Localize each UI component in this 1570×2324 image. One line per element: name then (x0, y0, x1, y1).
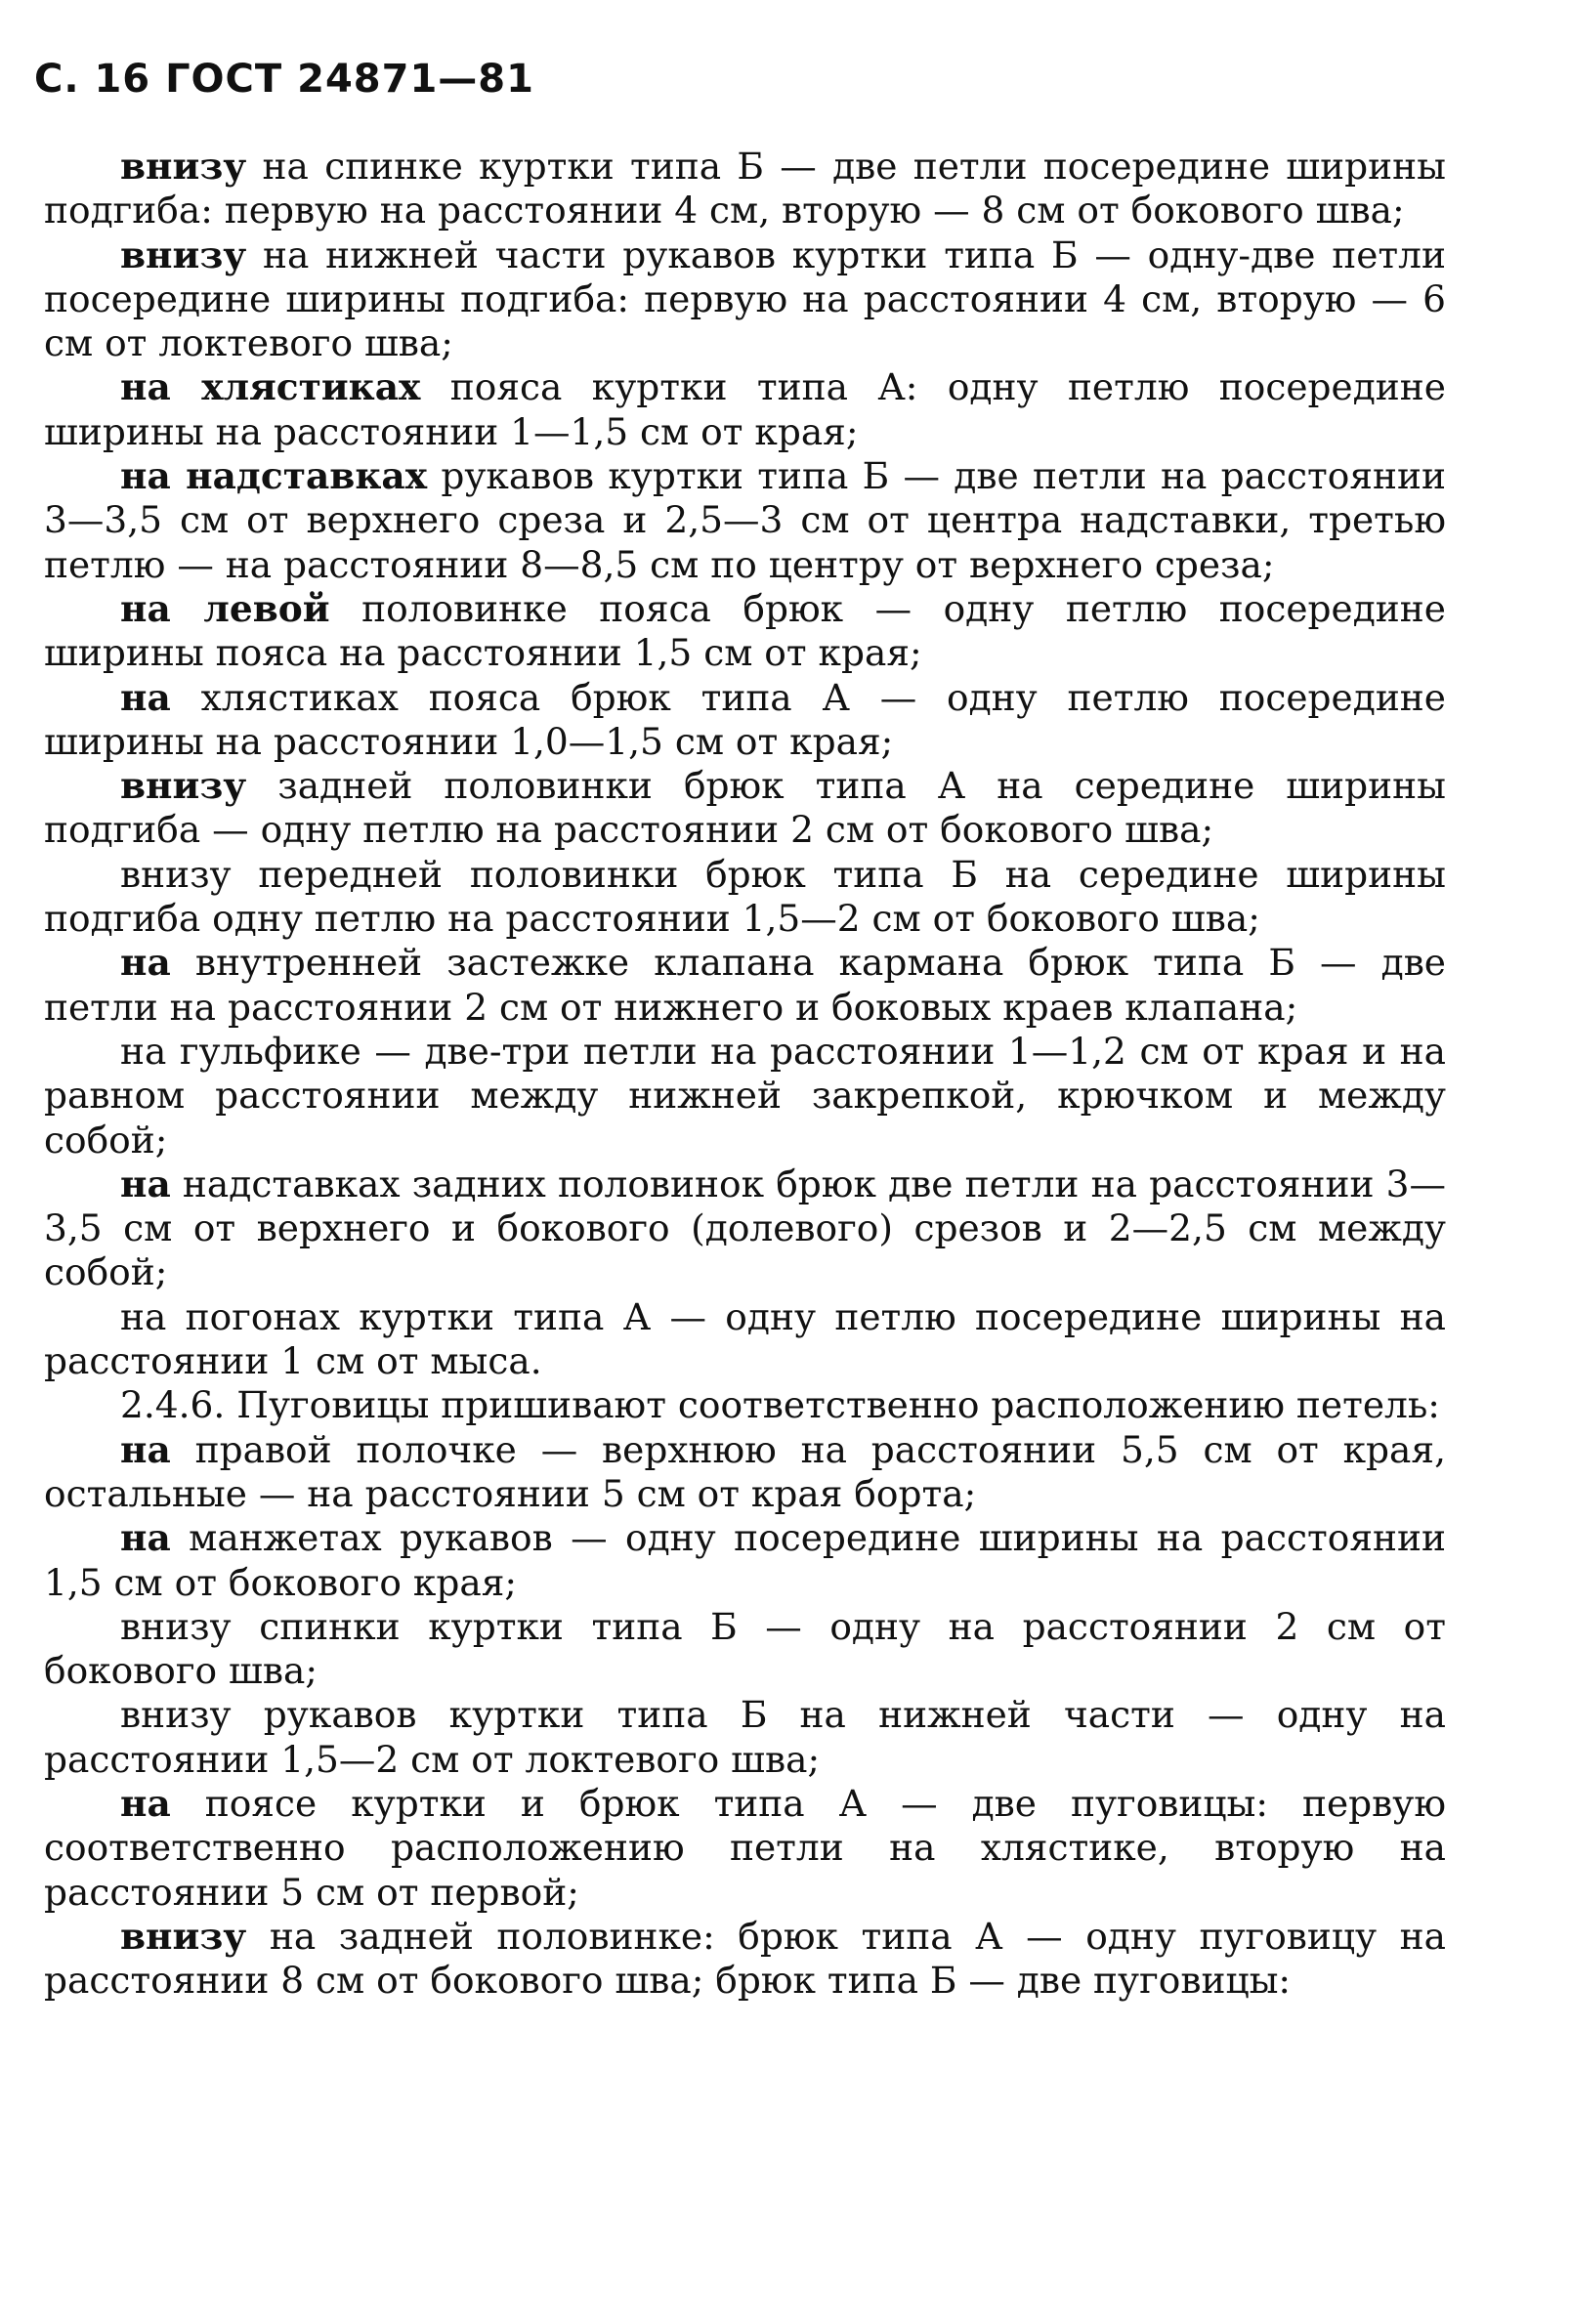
paragraph-lead: внизу (120, 145, 247, 188)
paragraph-1 (44, 145, 1446, 233)
paragraph-text: на спинке куртки типа Б — две петли посередине ширины подгиба: первую на расстоянии 4 см, вторую — 8 см от бокового шва; (44, 145, 1446, 232)
paragraph-19 (44, 1915, 1446, 2004)
paragraph-4 (44, 454, 1446, 587)
paragraph-lead: на (120, 1427, 171, 1471)
document-body (44, 145, 1446, 2003)
paragraph-lead: на левой (120, 586, 330, 630)
paragraph-lead: на надставках (120, 454, 428, 498)
paragraph-14 (44, 1428, 1446, 1517)
paragraph-5 (44, 587, 1446, 676)
paragraph-lead: на (120, 1162, 171, 1205)
paragraph-text: половинке пояса брюк — одну петлю посередине ширины пояса на расстоянии 1,5 см от края; (44, 586, 1446, 675)
paragraph-lead: на хлястиках (120, 365, 421, 409)
paragraph-lead: внизу (120, 1914, 247, 1958)
paragraph-text: рукавов куртки типа Б — две петли на расстоянии 3—3,5 см от верхнего среза и 2,5—3 см от центра надставки, третью петлю — на расстоянии 8—8,5 см по центру от верхнего среза; (44, 454, 1446, 586)
paragraph-text: манжетах рукавов — одну посередине ширины на расстоянии 1,5 см от бокового края; (44, 1516, 1446, 1604)
paragraph-10 (44, 1030, 1446, 1162)
paragraph-8 (44, 853, 1446, 942)
paragraph-9 (44, 941, 1446, 1030)
paragraph-text: задней половинки брюк типа А на середине ширины подгиба — одну петлю на расстоянии 2 см от бокового шва; (44, 764, 1446, 852)
paragraph-lead: на (120, 941, 171, 985)
paragraph-text: хлястиках пояса брюк типа А — одну петлю посередине ширины на расстоянии 1,0—1,5 см от края; (44, 675, 1446, 763)
paragraph-text: внизу рукавов куртки типа Б на нижней части — одну на расстоянии 1,5—2 см от локтевого шва; (44, 1693, 1446, 1781)
paragraph-text: внизу спинки куртки типа Б — одну на расстоянии 2 см от бокового шва; (44, 1604, 1446, 1693)
paragraph-text: правой полочке — верхнюю на расстоянии 5,5 см от края, остальные — на расстоянии 5 см от края борта; (44, 1427, 1446, 1515)
paragraph-2 (44, 233, 1446, 366)
paragraph-text: поясе куртки и брюк типа А — две пуговицы: первую соответственно расположению петли на хлястике, вторую на расстоянии 5 см от первой; (44, 1781, 1446, 1914)
paragraph-15 (44, 1516, 1446, 1605)
paragraph-3 (44, 365, 1446, 454)
paragraph-text: на погонах куртки типа А — одну петлю посередине ширины на расстоянии 1 см от мыса. (44, 1294, 1446, 1383)
paragraph-13 (44, 1383, 1446, 1427)
paragraph-17 (44, 1693, 1446, 1782)
page-header: С. 16 ГОСТ 24871—81 (34, 57, 534, 102)
paragraph-text: 2.4.6. Пуговицы пришивают соответственно расположению петель: (120, 1383, 1440, 1427)
paragraph-text: на задней половинке: брюк типа А — одну пуговицу на расстоянии 8 см от бокового шва; брюк типа Б — две пуговицы: (44, 1914, 1446, 2003)
paragraph-text: внизу передней половинки брюк типа Б на середине ширины подгиба одну петлю на расстоянии 1,5—2 см от бокового шва; (44, 852, 1446, 941)
paragraph-7 (44, 764, 1446, 853)
paragraph-6 (44, 676, 1446, 765)
paragraph-lead: внизу (120, 232, 247, 276)
paragraph-lead: на (120, 1516, 171, 1560)
paragraph-text: надставках задних половинок брюк две петли на расстоянии 3—3,5 см от верхнего и бокового (долевого) срезов и 2—2,5 см между собой; (44, 1162, 1446, 1294)
paragraph-16 (44, 1605, 1446, 1694)
paragraph-text: внутренней застежке клапана кармана брюк типа Б — две петли на расстоянии 2 см от нижнего и боковых краев клапана; (44, 941, 1446, 1029)
paragraph-text: на гульфике — две-три петли на расстоянии 1—1,2 см от края и на равном расстоянии между нижней закрепкой, крючком и между собой; (44, 1029, 1446, 1162)
paragraph-lead: внизу (120, 764, 247, 808)
paragraph-text: на нижней части рукавов куртки типа Б — одну-две петли посередине ширины подгиба: первую на расстоянии 4 см, вторую — 6 см от локтевого шва; (44, 232, 1446, 365)
paragraph-18 (44, 1782, 1446, 1915)
paragraph-text: пояса куртки типа А: одну петлю посередине ширины на расстоянии 1—1,5 см от края; (44, 365, 1446, 453)
paragraph-11 (44, 1162, 1446, 1295)
paragraph-12 (44, 1295, 1446, 1384)
paragraph-lead: на (120, 675, 171, 719)
paragraph-lead: на (120, 1781, 171, 1825)
